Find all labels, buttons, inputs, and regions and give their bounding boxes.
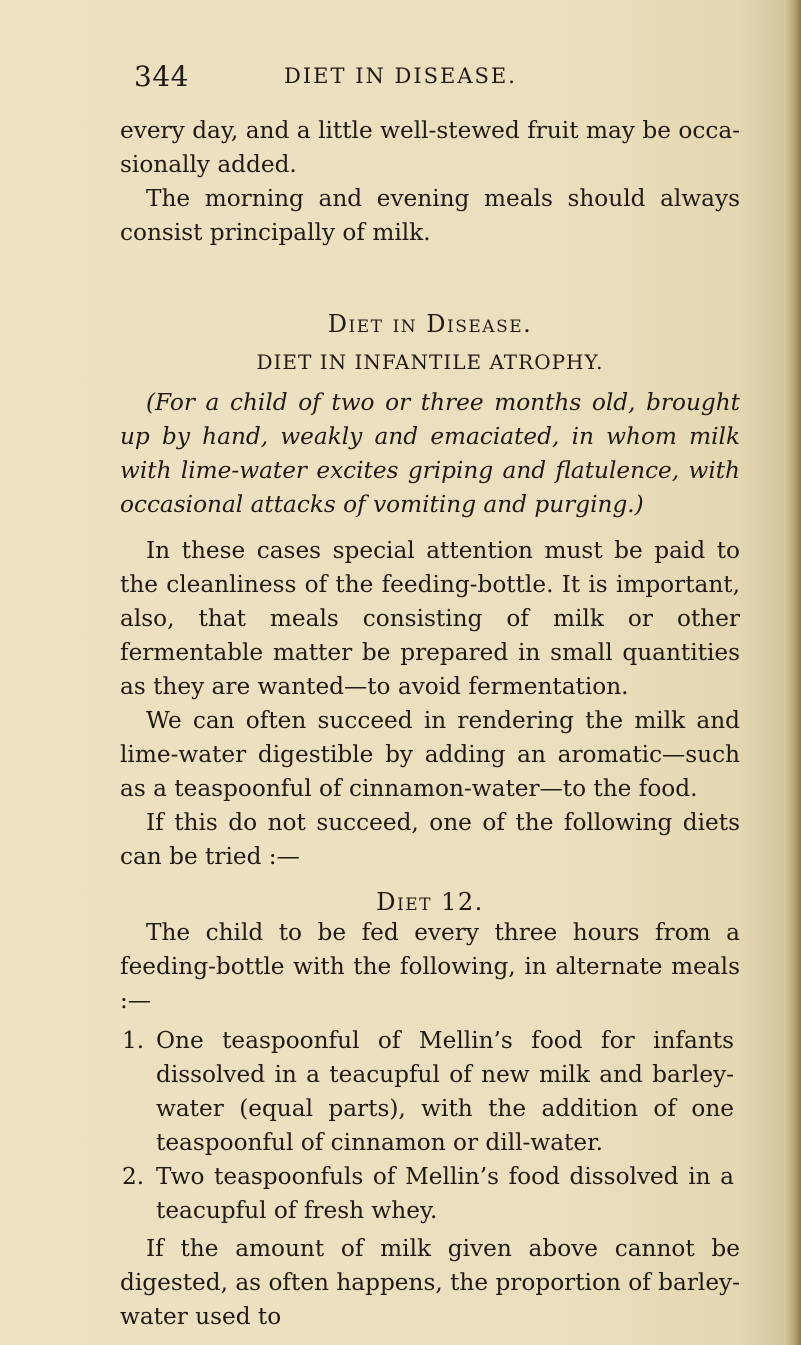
paragraph-morning-meals: The morning and evening meals should always consist principally of milk. <box>120 185 740 246</box>
body-text <box>120 114 740 1334</box>
page-header <box>0 58 801 98</box>
list-item <box>120 1024 740 1160</box>
diet-list <box>120 1024 740 1228</box>
diet-heading: Diet 12. <box>376 888 484 916</box>
paragraph-aromatic: We can often succeed in rendering the milk and lime-water digestible by adding an aromatic—such as a teaspoonful of cinnamon-water—to the food. <box>120 707 740 802</box>
page-edge-shadow <box>785 0 801 1345</box>
subsection-heading: DIET IN INFANTILE ATROPHY. <box>256 350 604 374</box>
italic-note: (For a child of two or three months old, brought up by hand, weakly and emaciated, in whom milk with lime-water excites griping and flatulence, with occasional attacks of vomiting and purging.) <box>120 389 740 518</box>
list-item <box>120 1160 740 1228</box>
paragraph-following-diets: If this do not succeed, one of the following diets can be tried :— <box>120 809 740 870</box>
section-heading: Diet in Disease. <box>327 310 533 338</box>
paragraph-feeding-instructions: The child to be fed every three hours from a feeding-bottle with the following, in alternate meals :— <box>120 919 740 1014</box>
paragraph-continued: every day, and a little well-stewed fruit may be occasionally added. <box>120 117 740 178</box>
list-item-number: 1. <box>122 1027 145 1054</box>
list-item-text: Two teaspoonfuls of Mellin’s food dissolved in a teacupful of fresh whey. <box>156 1163 734 1224</box>
paragraph-barley-water: If the amount of milk given above cannot be digested, as often happens, the proportion of barley-water used to <box>120 1235 740 1330</box>
running-head: DIET IN DISEASE. <box>284 64 517 88</box>
list-item-number: 2. <box>122 1163 145 1190</box>
paragraph-cleanliness: In these cases special attention must be paid to the cleanliness of the feeding-bottle. It is important, also, that meals consisting of milk or other fermentable matter be prepared in small quantities as they are wanted—to avoid fermentation. <box>120 537 740 700</box>
page-number: 344 <box>134 60 189 93</box>
list-item-text: One teaspoonful of Mellin’s food for infants dissolved in a teacupful of new milk and barley-water (equal parts), with the addition of one teaspoonful of cinnamon or dill-water. <box>156 1027 734 1156</box>
